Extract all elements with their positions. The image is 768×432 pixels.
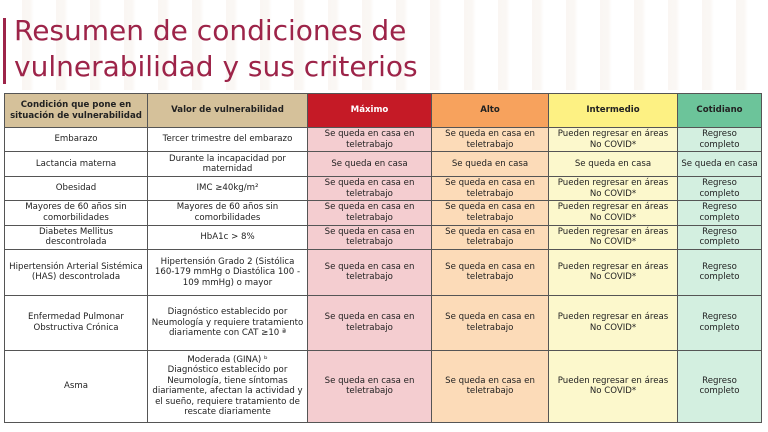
cell-cotidiano: Regreso completo — [678, 250, 762, 296]
cell-intermedio: Pueden regresar en áreas No COVID* — [549, 176, 678, 200]
table-row — [5, 250, 762, 296]
cell-intermedio: Se queda en casa — [549, 152, 678, 176]
title-line-2: vulnerabilidad y sus criterios — [14, 50, 418, 83]
cell-valor-line: HbA1c > 8% — [200, 232, 255, 243]
cell-maximo: Se queda en casa en teletrabajo — [308, 250, 432, 296]
table-header-row — [5, 94, 762, 128]
cell-valor-line: Hipertensión Grado 2 (Sistólica 160-179 mmHg o Diastólica 100 - 109 mmHg) o mayor — [154, 256, 301, 288]
table-row — [5, 295, 762, 350]
cell-intermedio: Pueden regresar en áreas No COVID* — [549, 128, 678, 152]
table-row — [5, 350, 762, 422]
cell-condicion: Asma — [5, 350, 148, 422]
cell-maximo: Se queda en casa — [308, 152, 432, 176]
cell-intermedio: Pueden regresar en áreas No COVID* — [549, 350, 678, 422]
cell-valor — [148, 152, 308, 176]
cell-alto: Se queda en casa en teletrabajo — [432, 225, 549, 249]
cell-condicion: Diabetes Mellitus descontrolada — [5, 225, 148, 249]
cell-valor-line: Diagnóstico establecido por Neumología y requiere tratamiento diariamente con CAT ≥10 ª — [151, 307, 304, 338]
cell-condicion: Mayores de 60 años sin comorbilidades — [5, 201, 148, 225]
cell-intermedio: Pueden regresar en áreas No COVID* — [549, 225, 678, 249]
cell-valor-line: Durante la incapacidad por maternidad — [169, 153, 286, 175]
cell-valor — [148, 250, 308, 296]
cell-alto: Se queda en casa en teletrabajo — [432, 350, 549, 422]
header-alto: Alto — [432, 94, 549, 128]
cell-intermedio: Pueden regresar en áreas No COVID* — [549, 250, 678, 296]
table-row — [5, 152, 762, 176]
cell-cotidiano: Regreso completo — [678, 225, 762, 249]
vulnerability-table — [4, 93, 762, 423]
cell-alto: Se queda en casa en teletrabajo — [432, 128, 549, 152]
cell-alto: Se queda en casa en teletrabajo — [432, 295, 549, 350]
header-valor: Valor de vulnerabilidad — [148, 94, 308, 128]
cell-cotidiano: Regreso completo — [678, 295, 762, 350]
cell-condicion: Obesidad — [5, 176, 148, 200]
header-maximo: Máximo — [308, 94, 432, 128]
cell-valor — [148, 350, 308, 422]
cell-intermedio: Pueden regresar en áreas No COVID* — [549, 201, 678, 225]
cell-alto: Se queda en casa en teletrabajo — [432, 201, 549, 225]
header-cotidiano: Cotidiano — [678, 94, 762, 128]
title-accent-bar — [3, 18, 6, 84]
cell-valor-line: Moderada (GINA) ᵇ — [187, 354, 268, 365]
cell-maximo: Se queda en casa en teletrabajo — [308, 201, 432, 225]
table-row — [5, 128, 762, 152]
cell-intermedio: Pueden regresar en áreas No COVID* — [549, 295, 678, 350]
cell-valor — [148, 295, 308, 350]
cell-maximo: Se queda en casa en teletrabajo — [308, 176, 432, 200]
table-row — [5, 176, 762, 200]
table-body — [5, 128, 762, 423]
cell-condicion: Lactancia materna — [5, 152, 148, 176]
table-row — [5, 201, 762, 225]
cell-cotidiano: Se queda en casa — [678, 152, 762, 176]
cell-valor-line: Mayores de 60 años sin comorbilidades — [176, 202, 279, 223]
cell-valor — [148, 201, 308, 225]
cell-maximo: Se queda en casa en teletrabajo — [308, 225, 432, 249]
cell-cotidiano: Regreso completo — [678, 176, 762, 200]
cell-condicion: Embarazo — [5, 128, 148, 152]
title-line-1: Resumen de condiciones de — [14, 14, 407, 47]
cell-alto: Se queda en casa — [432, 152, 549, 176]
cell-cotidiano: Regreso completo — [678, 350, 762, 422]
cell-valor-line: IMC ≥40kg/m² — [196, 183, 259, 194]
cell-valor — [148, 225, 308, 249]
cell-cotidiano: Regreso completo — [678, 128, 762, 152]
cell-maximo: Se queda en casa en teletrabajo — [308, 128, 432, 152]
cell-maximo: Se queda en casa en teletrabajo — [308, 350, 432, 422]
cell-valor-line: Diagnóstico establecido por Neumología, tiene síntomas diariamente, afectan la actividad y el sueño, requiere tratamiento de rescate diariamente — [152, 365, 303, 418]
cell-valor — [148, 176, 308, 200]
cell-condicion: Enfermedad Pulmonar Obstructiva Crónica — [5, 295, 148, 350]
cell-valor-line: Tercer trimestre del embarazo — [162, 134, 293, 145]
cell-cotidiano: Regreso completo — [678, 201, 762, 225]
cell-alto: Se queda en casa en teletrabajo — [432, 250, 549, 296]
cell-alto: Se queda en casa en teletrabajo — [432, 176, 549, 200]
cell-condicion: Hipertensión Arterial Sistémica (HAS) descontrolada — [5, 250, 148, 296]
table-row — [5, 225, 762, 249]
cell-valor — [148, 128, 308, 152]
header-intermedio: Intermedio — [549, 94, 678, 128]
page-title — [14, 13, 574, 85]
header-condicion: Condición que pone en situación de vulnerabilidad — [5, 94, 148, 128]
cell-maximo: Se queda en casa en teletrabajo — [308, 295, 432, 350]
